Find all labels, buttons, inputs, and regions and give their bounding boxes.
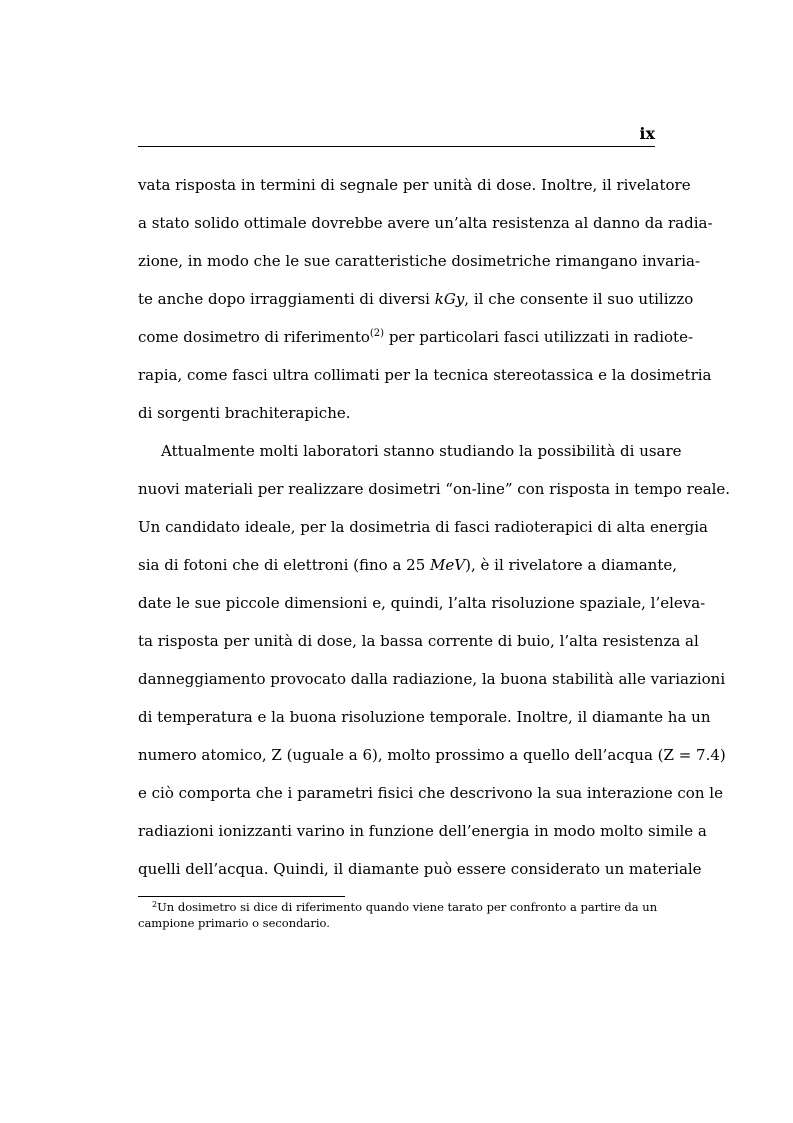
unit-mev: MeV: [430, 556, 466, 574]
body-line: date le sue piccole dimensioni e, quindi, l’alta risoluzione spaziale, l’eleva-: [138, 594, 706, 612]
body-line: a stato solido ottimale dovrebbe avere un’alta resistenza al danno da radia-: [138, 214, 713, 232]
footnote-marker: 2: [152, 900, 158, 909]
unit-kgy: kGy: [434, 290, 465, 308]
footnote-line: $^2$Un dosimetro si dice di riferimento quando viene tarato per confronto a partire da un: [152, 900, 658, 914]
body-line: zione, in modo che le sue caratteristiche dosimetriche rimangano invaria-: [138, 252, 701, 270]
body-line: nuovi materiali per realizzare dosimetri “on-line” con risposta in tempo reale.: [138, 480, 731, 498]
footnote-rule: [138, 896, 345, 897]
body-line: Attualmente molti laboratori stanno studiando la possibilità di usare: [161, 442, 682, 460]
body-line: vata risposta in termini di segnale per unità di dose. Inoltre, il rivelatore: [138, 176, 691, 194]
header-rule: [138, 146, 655, 147]
body-line: di sorgenti brachiterapiche.: [138, 404, 351, 422]
body-line: radiazioni ionizzanti varino in funzione dell’energia in modo molto simile a: [138, 822, 707, 840]
page-number: ix: [639, 124, 655, 143]
body-line: rapia, come fasci ultra collimati per la tecnica stereotassica e la dosimetria: [138, 366, 712, 384]
body-line: di temperatura e la buona risoluzione temporale. Inoltre, il diamante ha un: [138, 708, 711, 726]
body-line: e ciò comporta che i parametri fisici che descrivono la sua interazione con le: [138, 784, 723, 802]
body-line: come dosimetro di riferimento$^{(2)}$ per particolari fasci utilizzati in radiote-: [138, 328, 694, 346]
footnote-line: campione primario o secondario.: [138, 916, 330, 930]
body-line: sia di fotoni che di elettroni (fino a 25 MeV), è il rivelatore a diamante,: [138, 556, 677, 574]
body-line: te anche dopo irraggiamenti di diversi kGy, il che consente il suo utilizzo: [138, 290, 694, 308]
body-line: Un candidato ideale, per la dosimetria di fasci radioterapici di alta energia: [138, 518, 708, 536]
body-line: danneggiamento provocato dalla radiazione, la buona stabilità alle variazioni: [138, 670, 726, 688]
body-line: quelli dell’acqua. Quindi, il diamante può essere considerato un materiale: [138, 860, 702, 878]
footnote-reference: (2): [369, 328, 385, 339]
body-line: ta risposta per unità di dose, la bassa corrente di buio, l’alta resistenza al: [138, 632, 699, 650]
body-line: numero atomico, Z (uguale a 6), molto prossimo a quello dell’acqua (Z = 7.4): [138, 746, 726, 764]
